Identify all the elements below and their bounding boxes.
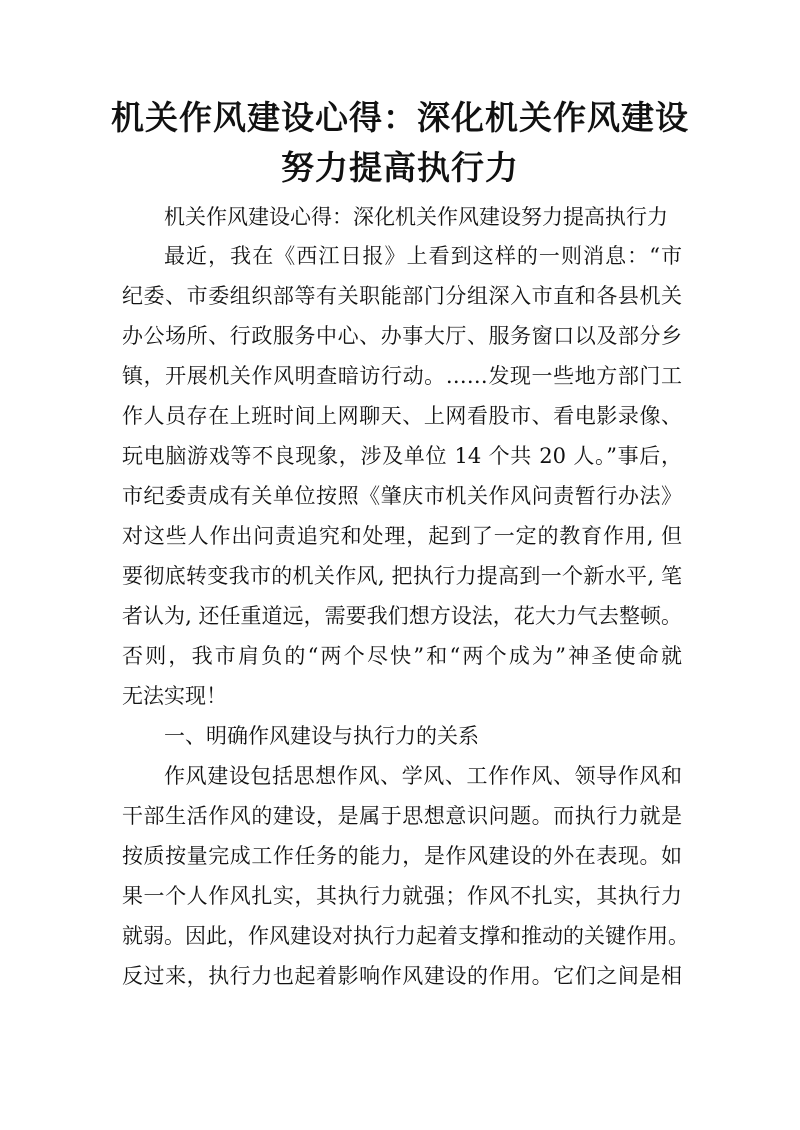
body-line: 者认为, 还任重道远，需要我们想方设法，花大力气去整顿。 <box>122 604 682 628</box>
body-line: 作风建设包括思想作风、学风、工作作风、领导作风和 <box>164 764 682 788</box>
body-line: 要彻底转变我市的机关作风, 把执行力提高到一个新水平, 笔 <box>122 564 682 588</box>
body-line: 否则，我市肩负的“两个尽快”和“两个成为”神圣使命就 <box>122 644 682 668</box>
body-line: 市纪委责成有关单位按照《肇庆市机关作风问责暂行办法》 <box>122 484 682 508</box>
body-line: 纪委、市委组织部等有关职能部门分组深入市直和各县机关 <box>122 284 682 308</box>
body-line: 对这些人作出问责追究和处理，起到了一定的教育作用, 但 <box>122 524 682 548</box>
body-line: 反过来，执行力也起着影响作风建设的作用。它们之间是相 <box>122 964 682 988</box>
document-title-line-1: 机关作风建设心得：深化机关作风建设 <box>111 98 689 137</box>
body-line: 办公场所、行政服务中心、办事大厅、服务窗口以及部分乡 <box>122 324 682 348</box>
body-line: 干部生活作风的建设，是属于思想意识问题。而执行力就是 <box>122 804 682 828</box>
body-line: 就弱。因此，作风建设对执行力起着支撑和推动的关键作用。 <box>122 924 689 948</box>
body-line: 玩电脑游戏等不良现象，涉及单位 14 个共 20 人。”事后， <box>122 444 682 468</box>
subtitle-line: 机关作风建设心得：深化机关作风建设努力提高执行力 <box>164 205 668 229</box>
body-line: 最近，我在《西江日报》上看到这样的一则消息：“市 <box>164 244 682 268</box>
body-line: 镇，开展机关作风明查暗访行动。……发现一些地方部门工 <box>122 364 682 388</box>
document-title-line-2: 努力提高执行力 <box>281 148 519 187</box>
body-line: 无法实现！ <box>122 684 227 708</box>
section-heading: 一、明确作风建设与执行力的关系 <box>164 724 479 748</box>
body-line: 按质按量完成工作任务的能力，是作风建设的外在表现。如 <box>122 844 682 868</box>
body-line: 果一个人作风扎实，其执行力就强；作风不扎实，其执行力 <box>122 884 682 908</box>
body-line: 作人员存在上班时间上网聊天、上网看股市、看电影录像、 <box>122 404 682 428</box>
